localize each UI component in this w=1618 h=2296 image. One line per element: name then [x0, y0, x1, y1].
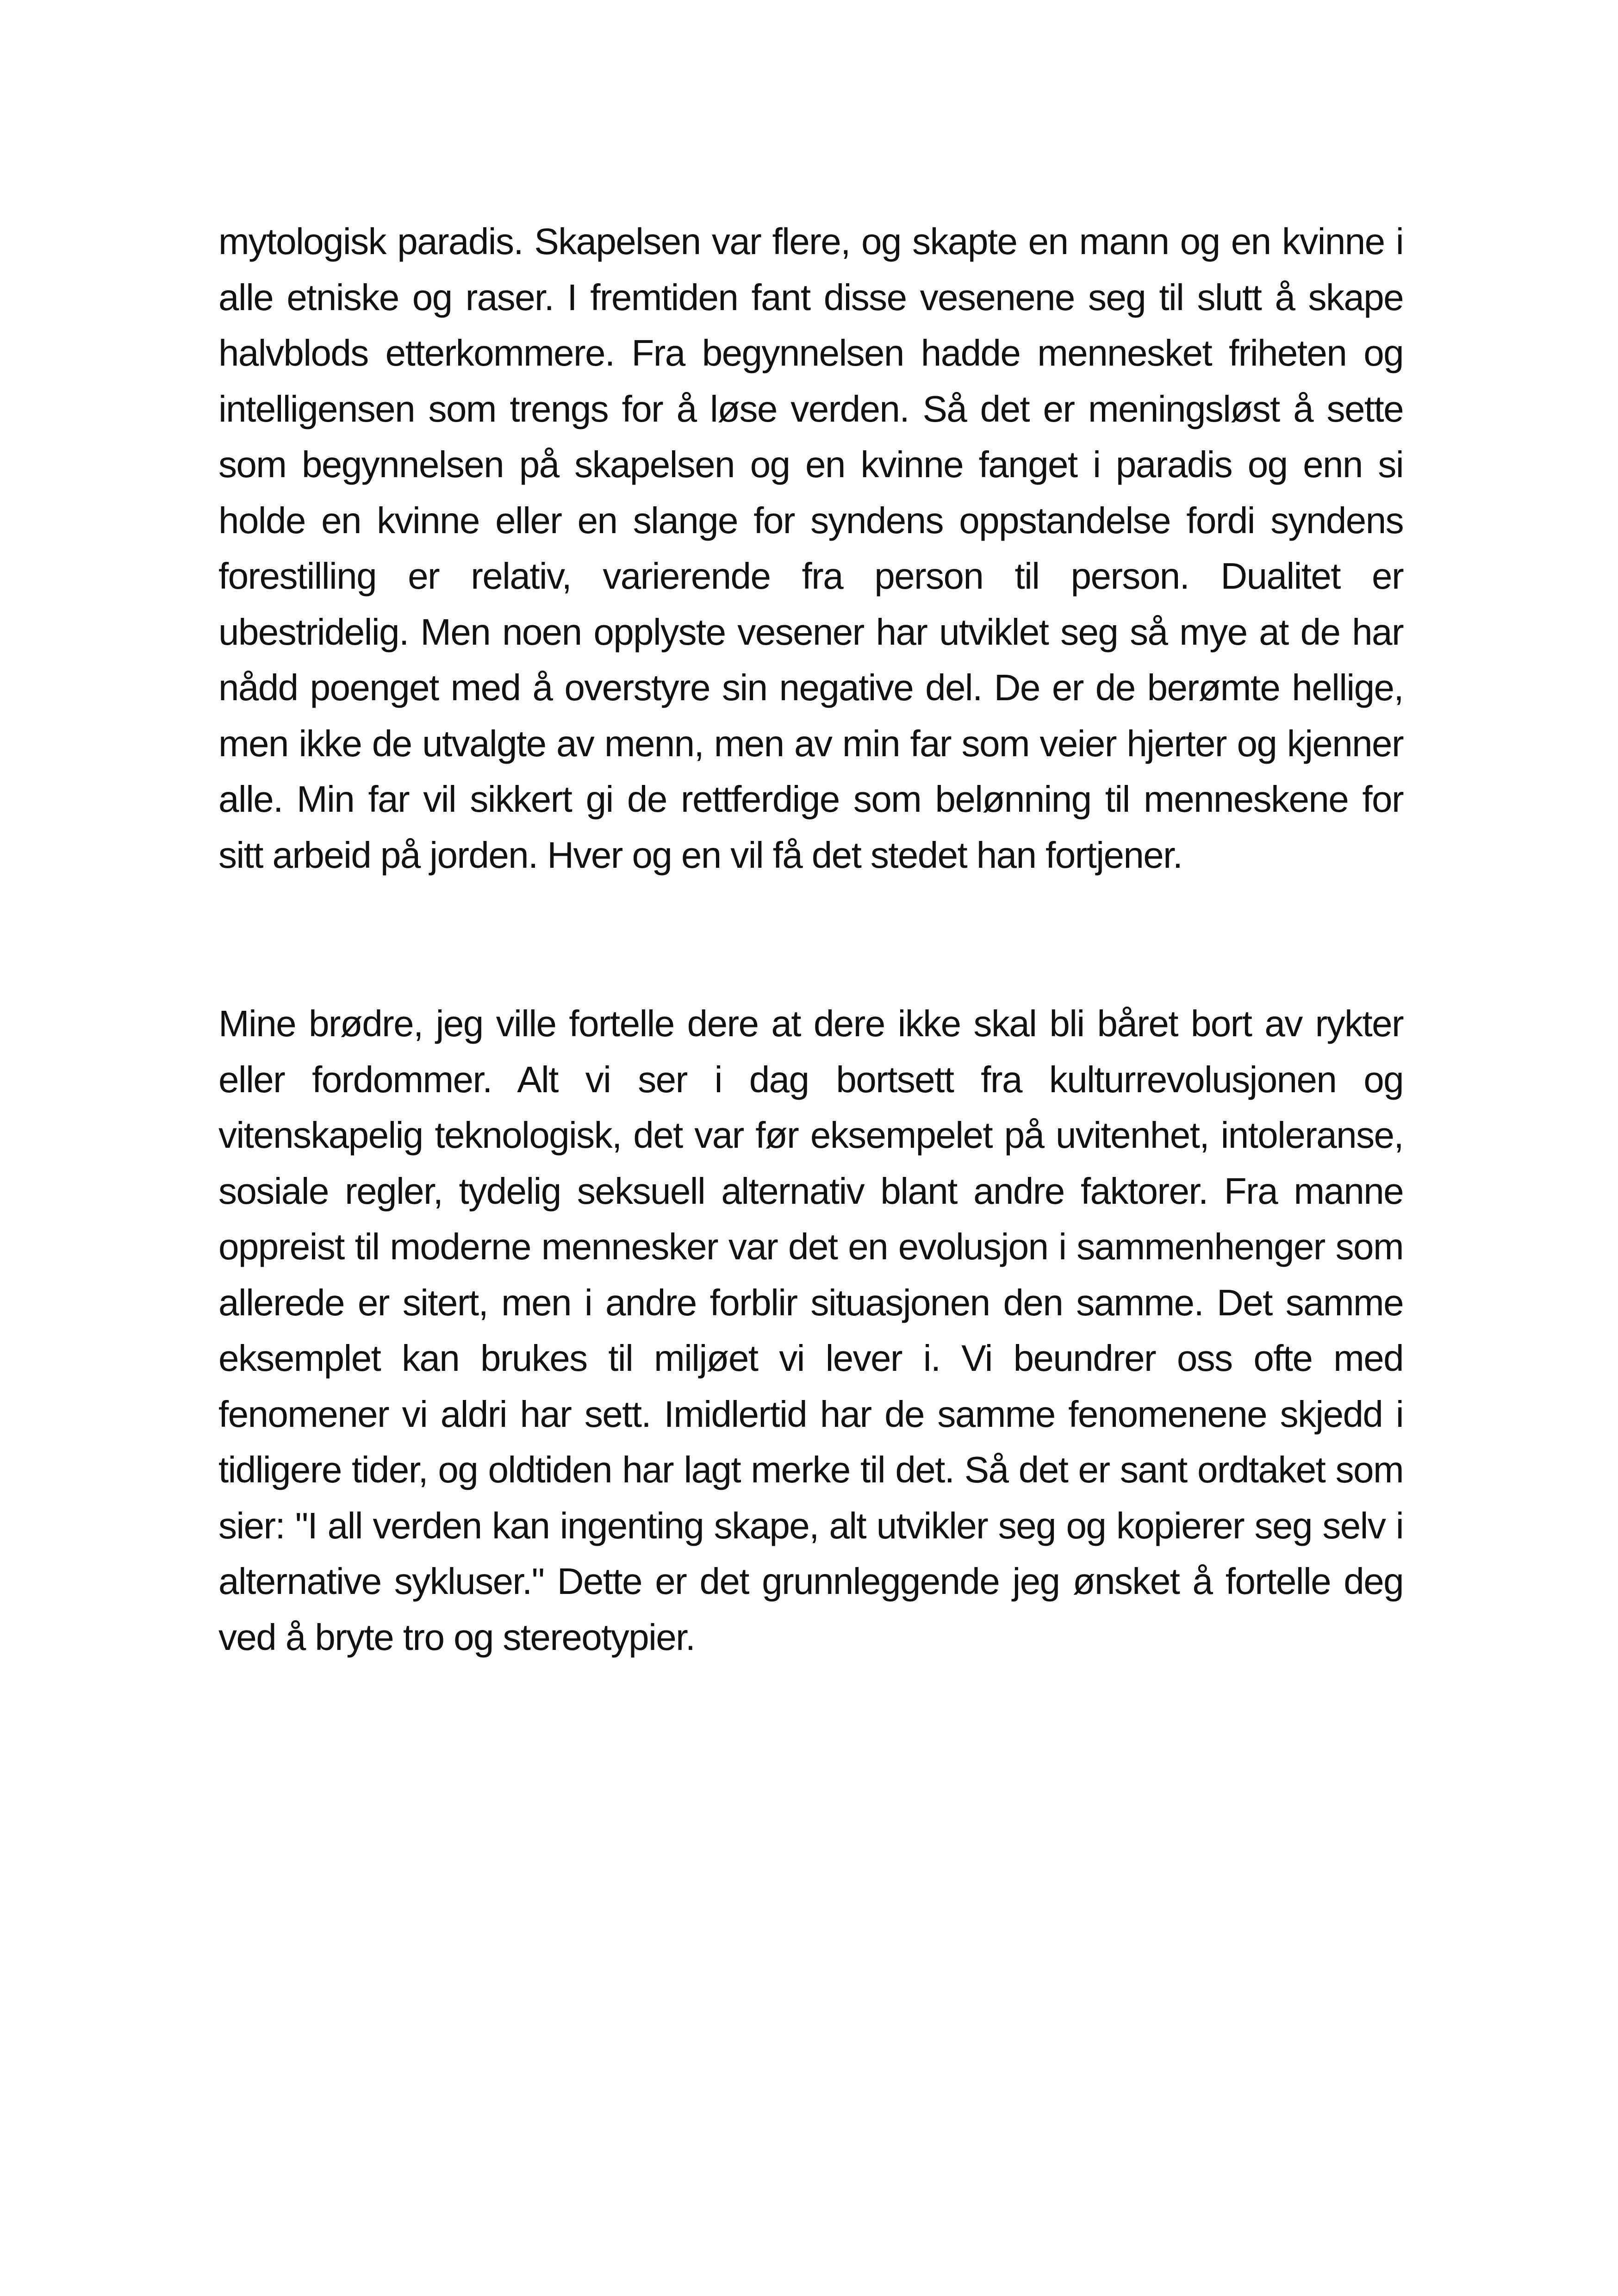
paragraph: mytologisk paradis. Skapelsen var flere, og skapte en mann og en kvinne i alle etniske og raser. I fremtiden fant disse vesenene seg til slutt å skape halvblods etterkommere. Fra begynnelsen hadde mennesket friheten og intelligensen som trengs for å løse verden. Så det er meningsløst å sette som begynnelsen på skapelsen og en kvinne fanget i paradis og enn si holde en kvinne eller en slange for syndens oppstandelse fordi syndens forestilling er relativ, varierende fra person til person. Dualitet er ubestridelig. Men noen opplyste vesener har utviklet seg så mye at de har nådd poenget med å overstyre sin negative del. De er de berømte hellige, men ikke de utvalgte av menn, men av min far som veier hjerter og kjenner alle. Min far vil sikkert gi de rettferdige som belønning til menneskene for sitt arbeid på jorden. Hver og en vil få det stedet han fortjener. [218, 221, 1403, 876]
paragraph: Mine brødre, jeg ville fortelle dere at dere ikke skal bli båret bort av rykter eller fordommer. Alt vi ser i dag bortsett fra kulturrevolusjonen og vitenskapelig teknologisk, det var før eksempelet på uvitenhet, intoleranse, sosiale regler, tydelig seksuell alternativ blant andre faktorer. Fra manne oppreist til moderne mennesker var det en evolusjon i sammenhenger som allerede er sitert, men i andre forblir situasjonen den samme. Det samme eksemplet kan brukes til miljøet vi lever i. Vi beundrer oss ofte med fenomener vi aldri har sett. Imidlertid har de samme fenomenene skjedd i tidligere tider, og oldtiden har lagt merke til det. Så det er sant ordtaket som sier: "I all verden kan ingenting skape, alt utvikler seg og kopierer seg selv i alternative sykluser." Dette er det grunnleggende jeg ønsket å fortelle deg ved å bryte tro og stereotypier. [218, 1003, 1403, 1658]
document-body [218, 214, 1403, 1665]
